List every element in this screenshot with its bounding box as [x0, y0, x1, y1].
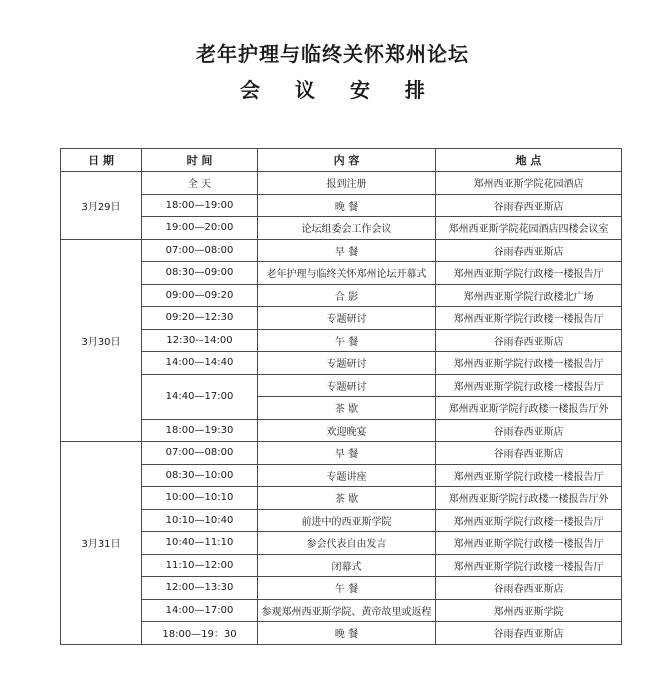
- content-cell: 参观郑州西亚斯学院、黄帝故里或返程: [258, 599, 436, 622]
- table-row: [61, 599, 622, 622]
- content-cell: 早 餐: [258, 239, 436, 262]
- time-cell: 12:30-–14:00: [142, 329, 258, 352]
- content-cell: 报到注册: [258, 172, 436, 195]
- header-date: 日 期: [61, 149, 142, 172]
- schedule-body: [61, 172, 622, 645]
- place-cell: 郑州西亚斯学院花园酒店四楼会议室: [436, 217, 622, 240]
- content-cell: 午 餐: [258, 577, 436, 600]
- page-subtitle: 会 议 安 排: [240, 78, 439, 102]
- table-row: [61, 464, 622, 487]
- table-row: [61, 262, 622, 285]
- time-cell: 08:30—10:00: [142, 464, 258, 487]
- table-row: [61, 442, 622, 465]
- content-cell: 老年护理与临终关怀郑州论坛开幕式: [258, 262, 436, 285]
- content-cell: 晚 餐: [258, 194, 436, 217]
- place-cell: 谷雨春西亚斯店: [436, 442, 622, 465]
- time-cell: 19:00—20:00: [142, 217, 258, 240]
- content-cell: 闭幕式: [258, 554, 436, 577]
- time-cell: 07:00—08:00: [142, 239, 258, 262]
- place-cell: 谷雨春西亚斯店: [436, 239, 622, 262]
- time-cell: 09:20—12:30: [142, 307, 258, 330]
- content-cell: 专题研讨: [258, 352, 436, 375]
- place-cell: 谷雨春西亚斯店: [436, 577, 622, 600]
- place-cell: 郑州西亚斯学院行政楼一楼报告厅: [436, 509, 622, 532]
- place-cell: 郑州西亚斯学院行政楼一楼报告厅: [436, 554, 622, 577]
- content-cell: 参会代表自由发言: [258, 532, 436, 555]
- place-cell: 谷雨春西亚斯店: [436, 419, 622, 442]
- header-time: 时 间: [142, 149, 258, 172]
- table-row: [61, 622, 622, 645]
- content-cell: 茶 歇: [258, 397, 436, 420]
- table-row: [61, 577, 622, 600]
- content-cell: 专题讲座: [258, 464, 436, 487]
- place-cell: 郑州西亚斯学院行政楼一楼报告厅外: [436, 487, 622, 510]
- header-content: 内 容: [258, 149, 436, 172]
- content-cell: 专题研讨: [258, 374, 436, 397]
- place-cell: 郑州西亚斯学院花园酒店: [436, 172, 622, 195]
- place-cell: 郑州西亚斯学院行政楼一楼报告厅: [436, 262, 622, 285]
- time-cell: 10:10—10:40: [142, 509, 258, 532]
- date-cell: 3月30日: [61, 239, 142, 442]
- table-row: [61, 217, 622, 240]
- table-row: [61, 352, 622, 375]
- content-cell: 晚 餐: [258, 622, 436, 645]
- place-cell: 谷雨春西亚斯店: [436, 622, 622, 645]
- place-cell: 郑州西亚斯学院行政楼一楼报告厅外: [436, 397, 622, 420]
- place-cell: 谷雨春西亚斯店: [436, 194, 622, 217]
- time-cell: 14:00—14:40: [142, 352, 258, 375]
- place-cell: 郑州西亚斯学院行政楼北广场: [436, 284, 622, 307]
- content-cell: 欢迎晚宴: [258, 419, 436, 442]
- place-cell: 郑州西亚斯学院行政楼一楼报告厅: [436, 532, 622, 555]
- page-title: 老年护理与临终关怀郑州论坛: [196, 42, 469, 66]
- time-cell: 12:00—13:30: [142, 577, 258, 600]
- table-row: [61, 329, 622, 352]
- schedule-table: [60, 148, 622, 645]
- place-cell: 郑州西亚斯学院行政楼一楼报告厅: [436, 464, 622, 487]
- time-cell: 全 天: [142, 172, 258, 195]
- place-cell: 谷雨春西亚斯店: [436, 329, 622, 352]
- content-cell: 早 餐: [258, 442, 436, 465]
- table-row: [61, 284, 622, 307]
- table-row: [61, 239, 622, 262]
- content-cell: 论坛组委会工作会议: [258, 217, 436, 240]
- content-cell: 前进中的西亚斯学院: [258, 509, 436, 532]
- content-cell: 专题研讨: [258, 307, 436, 330]
- content-cell: 合 影: [258, 284, 436, 307]
- time-cell: 14:40—17:00: [142, 374, 258, 419]
- time-cell: 18:00—19:30: [142, 419, 258, 442]
- content-cell: 茶 歇: [258, 487, 436, 510]
- time-cell: 10:40—11:10: [142, 532, 258, 555]
- table-row: [61, 509, 622, 532]
- header-place: 地 点: [436, 149, 622, 172]
- table-row: [61, 419, 622, 442]
- table-row: [61, 374, 622, 397]
- place-cell: 郑州西亚斯学院行政楼一楼报告厅: [436, 374, 622, 397]
- table-row: [61, 554, 622, 577]
- time-cell: 07:00—08:00: [142, 442, 258, 465]
- table-row: [61, 307, 622, 330]
- table-row: [61, 532, 622, 555]
- place-cell: 郑州西亚斯学院: [436, 599, 622, 622]
- place-cell: 郑州西亚斯学院行政楼一楼报告厅: [436, 307, 622, 330]
- time-cell: 18:00—19:00: [142, 194, 258, 217]
- table-header-row: [61, 149, 622, 172]
- time-cell: 08:30—09:00: [142, 262, 258, 285]
- table-row: [61, 194, 622, 217]
- table-row: [61, 172, 622, 195]
- place-cell: 郑州西亚斯学院行政楼一楼报告厅: [436, 352, 622, 375]
- date-cell: 3月29日: [61, 172, 142, 240]
- date-cell: 3月31日: [61, 442, 142, 645]
- content-cell: 午 餐: [258, 329, 436, 352]
- time-cell: 11:10—12:00: [142, 554, 258, 577]
- time-cell: 14:00—17:00: [142, 599, 258, 622]
- time-cell: 18:00—19：30: [142, 622, 258, 645]
- time-cell: 09:00—09:20: [142, 284, 258, 307]
- time-cell: 10:00—10:10: [142, 487, 258, 510]
- table-row: [61, 487, 622, 510]
